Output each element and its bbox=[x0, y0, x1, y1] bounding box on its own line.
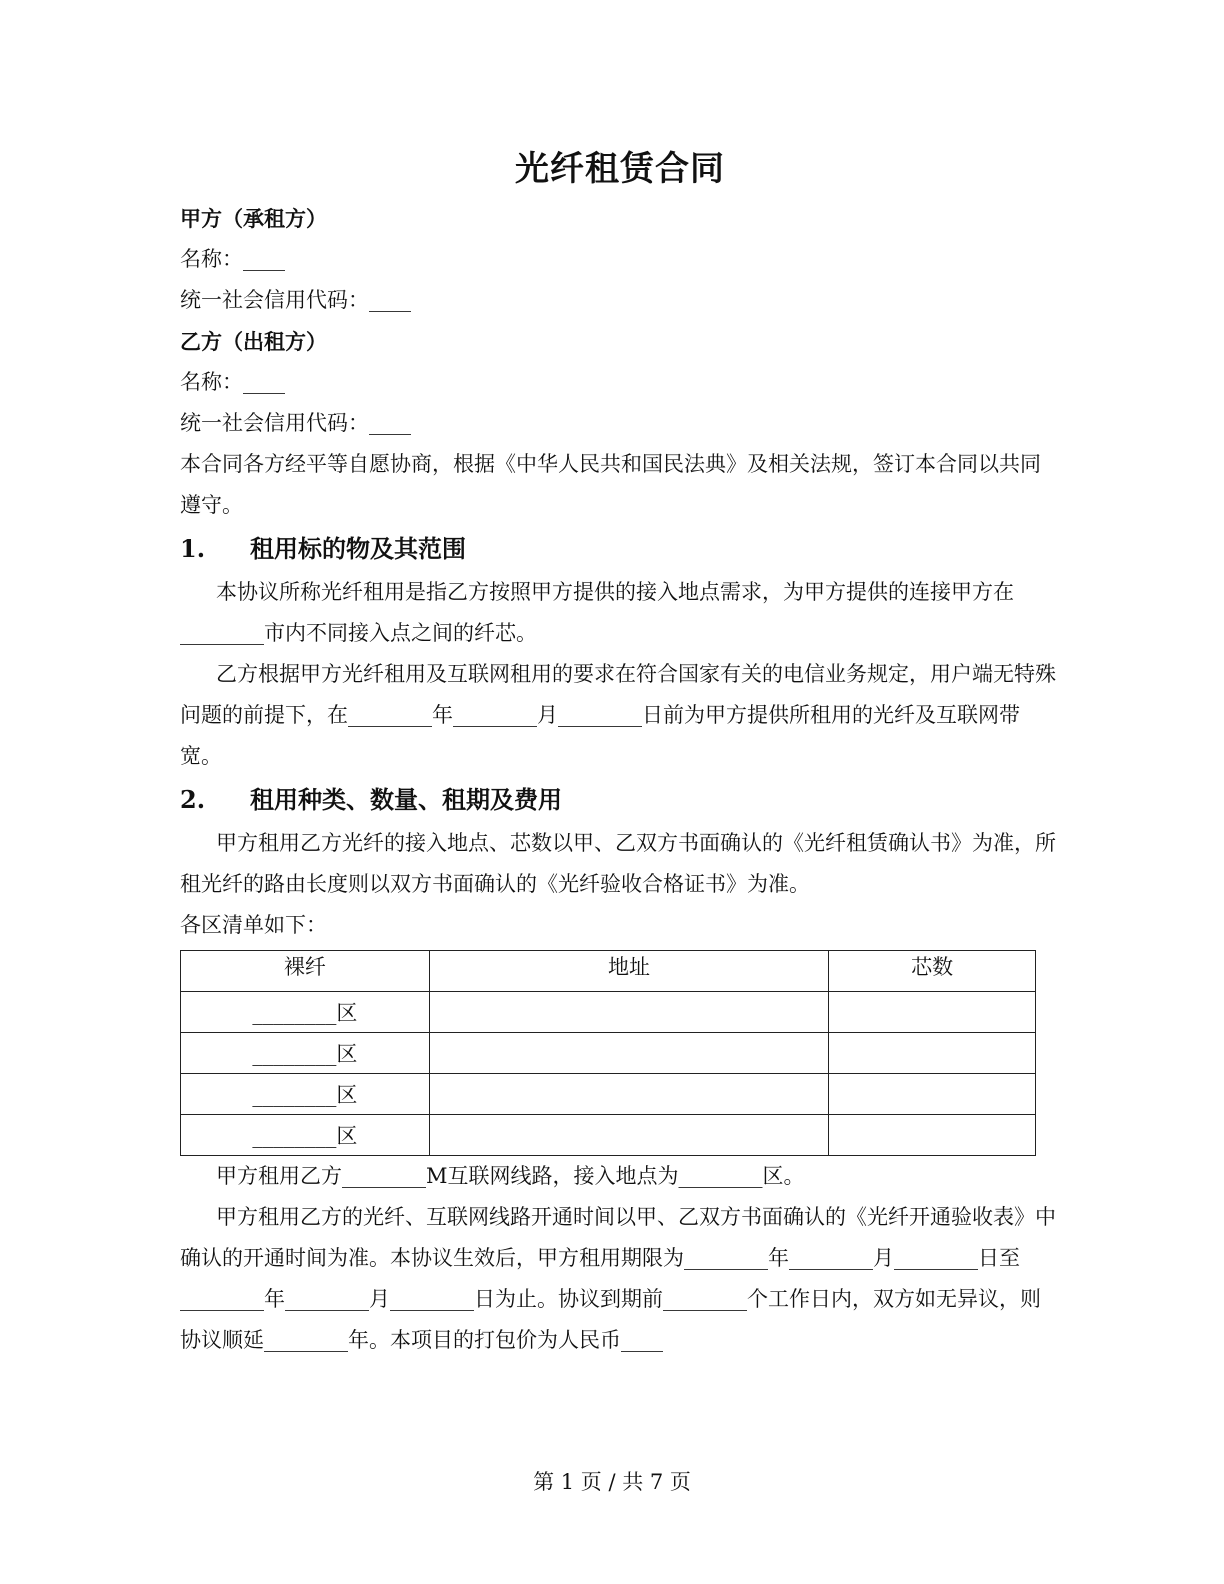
page-footer: 第 1 页 / 共 7 页 bbox=[533, 1470, 691, 1494]
section-2-list-intro: 各区清单如下： bbox=[180, 913, 327, 937]
section-1-title: 租用标的物及其范围 bbox=[250, 534, 466, 563]
table-header-cell: 地址 bbox=[429, 951, 828, 992]
party-a-name: 名称：____ bbox=[180, 247, 285, 271]
table-cell: ________区 bbox=[181, 1115, 430, 1156]
table-cell: ________区 bbox=[181, 1074, 430, 1115]
table-row bbox=[181, 1074, 1036, 1115]
section-1-paragraph-2: 乙方根据甲方光纤租用及互联网租用的要求在符合国家有关的电信业务规定，用户端无特殊问题的前提下，在________年________月________日前为甲方提供所租用的光纤及互联网带宽。 bbox=[180, 662, 1056, 768]
table-row bbox=[181, 1115, 1036, 1156]
section-2-number: 2. bbox=[180, 785, 206, 814]
table-cell: ________区 bbox=[181, 1033, 430, 1074]
table-row bbox=[181, 992, 1036, 1033]
table-cell bbox=[429, 1115, 828, 1156]
party-b-heading: 乙方（出租方） bbox=[180, 329, 327, 354]
section-2-paragraph-3: 甲方租用乙方的光纤、互联网线路开通时间以甲、乙双方书面确认的《光纤开通验收表》中确认的开通时间为准。本协议生效后，甲方租用期限为________年________月________日至________年________月________日为止。协议到期前________个工作日内，双方如无异议，则协议顺延________年。本项目的打包价为人民币____ bbox=[180, 1205, 1056, 1352]
table-cell bbox=[429, 992, 828, 1033]
document-page bbox=[180, 140, 1060, 1361]
party-b-name: 名称：____ bbox=[180, 370, 285, 394]
table-cell bbox=[829, 1033, 1036, 1074]
party-b-code: 统一社会信用代码：____ bbox=[180, 411, 411, 435]
section-1-heading bbox=[180, 526, 1060, 572]
section-1-paragraph-1: 本协议所称光纤租用是指乙方按照甲方提供的接入地点需求，为甲方提供的连接甲方在________市内不同接入点之间的纤芯。 bbox=[180, 580, 1014, 645]
section-2-heading bbox=[180, 777, 1060, 823]
table-cell bbox=[829, 1115, 1036, 1156]
section-2-title: 租用种类、数量、租期及费用 bbox=[250, 785, 562, 814]
table-row bbox=[181, 1033, 1036, 1074]
table-cell bbox=[429, 1074, 828, 1115]
table-cell bbox=[829, 992, 1036, 1033]
party-a-code: 统一社会信用代码：____ bbox=[180, 288, 411, 312]
document-title: 光纤租赁合同 bbox=[515, 149, 725, 189]
table-header-cell: 芯数 bbox=[829, 951, 1036, 992]
party-a-heading: 甲方（承租方） bbox=[180, 206, 327, 231]
zone-table bbox=[180, 950, 1036, 1156]
table-cell bbox=[429, 1033, 828, 1074]
table-cell bbox=[829, 1074, 1036, 1115]
table-header-row bbox=[181, 951, 1036, 992]
intro-paragraph: 本合同各方经平等自愿协商，根据《中华人民共和国民法典》及相关法规，签订本合同以共同遵守。 bbox=[180, 452, 1041, 517]
table-cell: ________区 bbox=[181, 992, 430, 1033]
section-2-paragraph-2: 甲方租用乙方________M互联网线路，接入地点为________区。 bbox=[216, 1164, 805, 1188]
section-2-paragraph-1: 甲方租用乙方光纤的接入地点、芯数以甲、乙双方书面确认的《光纤租赁确认书》为准，所租光纤的路由长度则以双方书面确认的《光纤验收合格证书》为准。 bbox=[180, 831, 1056, 896]
section-1-number: 1. bbox=[180, 534, 206, 563]
table-header-cell: 裸纤 bbox=[181, 951, 430, 992]
